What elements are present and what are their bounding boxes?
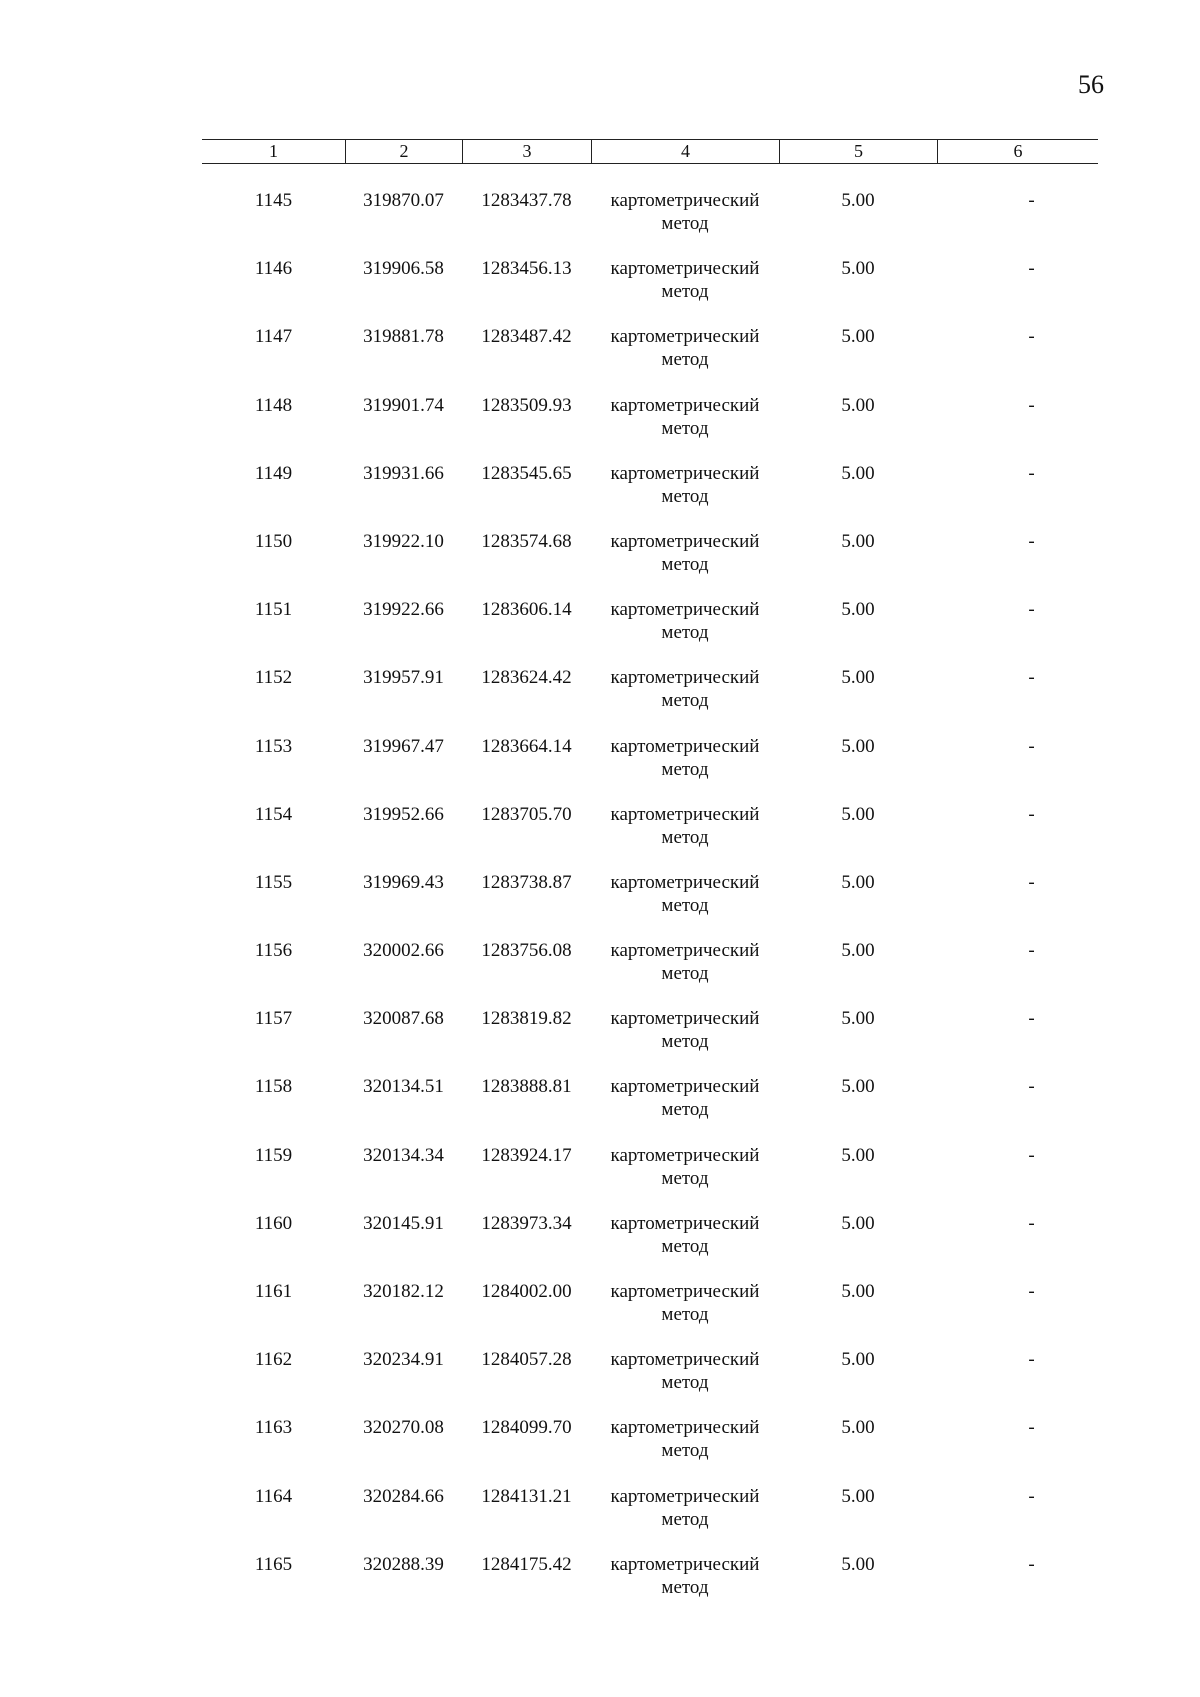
point-number-cell: 1147	[254, 326, 293, 348]
note-cell: -	[1028, 326, 1035, 348]
y-coordinate-cell: 1284175.42	[481, 1553, 572, 1575]
note-cell: -	[1028, 1417, 1035, 1439]
accuracy-cell: 5.00	[841, 1212, 875, 1234]
method-cell	[591, 530, 779, 598]
y-coordinate-cell: 1284099.70	[481, 1417, 572, 1439]
accuracy-cell: 5.00	[841, 326, 875, 348]
method-cell	[591, 1007, 779, 1075]
point-number-cell: 1148	[254, 394, 293, 416]
point-number-cell: 1163	[254, 1417, 293, 1439]
method-line-1: картометрический	[610, 1144, 760, 1166]
y-coordinate-cell: 1284131.21	[481, 1485, 572, 1507]
method-line-1: картометрический	[610, 1212, 760, 1234]
header-cell-4: 4	[591, 140, 779, 163]
method-line-2: метод	[661, 485, 709, 507]
method-cell	[591, 1416, 779, 1484]
note-cell: -	[1028, 1144, 1035, 1166]
y-coordinate-cell: 1283545.65	[481, 462, 572, 484]
y-coordinate-cell: 1283973.34	[481, 1212, 572, 1234]
table-row	[202, 462, 1098, 530]
y-coordinate-cell: 1283738.87	[481, 871, 572, 893]
note-cell: -	[1028, 1485, 1035, 1507]
y-coordinate-cell: 1283924.17	[481, 1144, 572, 1166]
x-coordinate-cell: 319870.07	[363, 190, 444, 211]
method-cell	[591, 939, 779, 1007]
x-coordinate-cell: 320134.51	[363, 1076, 444, 1098]
point-number-cell: 1157	[254, 1008, 293, 1030]
note-cell: -	[1028, 1553, 1035, 1575]
method-line-1: картометрический	[610, 599, 760, 621]
y-coordinate-cell: 1283606.14	[481, 599, 572, 621]
table-row	[202, 257, 1098, 325]
note-cell: -	[1028, 1349, 1035, 1371]
x-coordinate-cell: 320134.34	[363, 1144, 444, 1166]
x-coordinate-cell: 320284.66	[363, 1485, 444, 1507]
method-line-2: метод	[661, 349, 709, 371]
point-number-cell: 1151	[254, 599, 293, 621]
y-coordinate-cell: 1283664.14	[481, 735, 572, 757]
note-cell: -	[1028, 462, 1035, 484]
method-line-1: картометрический	[610, 1076, 760, 1098]
y-coordinate-cell: 1284057.28	[481, 1349, 572, 1371]
x-coordinate-cell: 320182.12	[363, 1281, 444, 1302]
method-cell	[591, 1553, 779, 1621]
accuracy-cell: 5.00	[841, 1485, 875, 1507]
method-cell	[591, 257, 779, 325]
point-number-cell: 1162	[254, 1349, 293, 1371]
method-cell	[591, 325, 779, 393]
table-row	[202, 325, 1098, 393]
table-row	[202, 1553, 1098, 1621]
method-line-2: метод	[661, 1235, 709, 1257]
point-number-cell: 1165	[254, 1553, 293, 1575]
point-number-cell: 1155	[254, 871, 293, 893]
accuracy-cell: 5.00	[841, 1553, 875, 1575]
point-number-cell: 1156	[254, 940, 293, 962]
method-line-1: картометрический	[610, 1553, 760, 1575]
note-cell: -	[1028, 1008, 1035, 1030]
note-cell: -	[1028, 530, 1035, 552]
accuracy-cell: 5.00	[841, 462, 875, 484]
accuracy-cell: 5.00	[841, 394, 875, 416]
method-cell	[591, 1485, 779, 1553]
note-cell: -	[1028, 258, 1035, 280]
table-header	[202, 139, 1098, 164]
note-cell: -	[1028, 1076, 1035, 1098]
method-line-1: картометрический	[610, 871, 760, 893]
x-coordinate-cell: 320234.91	[363, 1349, 444, 1371]
method-line-1: картометрический	[610, 530, 760, 552]
method-line-1: картометрический	[610, 667, 760, 689]
method-line-1: картометрический	[610, 1417, 760, 1439]
method-line-2: метод	[661, 826, 709, 848]
method-line-2: метод	[661, 1099, 709, 1121]
method-line-2: метод	[661, 758, 709, 780]
y-coordinate-cell: 1283437.78	[481, 190, 572, 211]
table-row	[202, 1144, 1098, 1212]
method-cell	[591, 394, 779, 462]
accuracy-cell: 5.00	[841, 1281, 875, 1302]
y-coordinate-cell: 1283624.42	[481, 667, 572, 689]
accuracy-cell: 5.00	[841, 940, 875, 962]
point-number-cell: 1154	[254, 803, 293, 825]
method-line-2: метод	[661, 553, 709, 575]
x-coordinate-cell: 320145.91	[363, 1212, 444, 1234]
table-row	[202, 1075, 1098, 1143]
method-line-2: метод	[661, 622, 709, 644]
x-coordinate-cell: 319957.91	[363, 667, 444, 689]
y-coordinate-cell: 1283756.08	[481, 940, 572, 962]
point-number-cell: 1150	[254, 530, 293, 552]
method-line-1: картометрический	[610, 462, 760, 484]
x-coordinate-cell: 319931.66	[363, 462, 444, 484]
note-cell: -	[1028, 940, 1035, 962]
accuracy-cell: 5.00	[841, 1349, 875, 1371]
header-cell-6: 6	[937, 140, 1098, 163]
method-line-2: метод	[661, 1440, 709, 1462]
method-line-2: метод	[661, 894, 709, 916]
y-coordinate-cell: 1283888.81	[481, 1076, 572, 1098]
header-cell-3: 3	[462, 140, 591, 163]
x-coordinate-cell: 320270.08	[363, 1417, 444, 1439]
point-number-cell: 1161	[254, 1281, 293, 1302]
method-line-2: метод	[661, 417, 709, 439]
method-cell	[591, 666, 779, 734]
y-coordinate-cell: 1283574.68	[481, 530, 572, 552]
table-row	[202, 1485, 1098, 1553]
x-coordinate-cell: 319901.74	[363, 394, 444, 416]
point-number-cell: 1146	[254, 258, 293, 280]
method-line-2: метод	[661, 1372, 709, 1394]
method-line-1: картометрический	[610, 326, 760, 348]
header-cell-2: 2	[345, 140, 462, 163]
method-cell	[591, 1212, 779, 1280]
point-number-cell: 1160	[254, 1212, 293, 1234]
table-row	[202, 735, 1098, 803]
method-line-1: картометрический	[610, 1281, 760, 1302]
point-number-cell: 1145	[254, 190, 293, 211]
table-header-row	[202, 139, 1098, 164]
table-row	[202, 803, 1098, 871]
method-line-1: картометрический	[610, 803, 760, 825]
page-number: 56	[1078, 70, 1104, 99]
table-row	[202, 871, 1098, 939]
method-cell	[591, 1075, 779, 1143]
method-cell	[591, 189, 779, 257]
method-line-2: метод	[661, 1576, 709, 1598]
table-row	[202, 1212, 1098, 1280]
x-coordinate-cell: 319952.66	[363, 803, 444, 825]
header-cell-5: 5	[779, 140, 937, 163]
x-coordinate-cell: 319922.10	[363, 530, 444, 552]
x-coordinate-cell: 319881.78	[363, 326, 444, 348]
accuracy-cell: 5.00	[841, 258, 875, 280]
point-number-cell: 1159	[254, 1144, 293, 1166]
method-cell	[591, 871, 779, 939]
note-cell: -	[1028, 803, 1035, 825]
table-row	[202, 530, 1098, 598]
accuracy-cell: 5.00	[841, 803, 875, 825]
y-coordinate-cell: 1283819.82	[481, 1008, 572, 1030]
y-coordinate-cell: 1283456.13	[481, 258, 572, 280]
accuracy-cell: 5.00	[841, 735, 875, 757]
x-coordinate-cell: 320087.68	[363, 1008, 444, 1030]
method-cell	[591, 803, 779, 871]
point-number-cell: 1164	[254, 1485, 293, 1507]
x-coordinate-cell: 319906.58	[363, 258, 444, 280]
note-cell: -	[1028, 1212, 1035, 1234]
x-coordinate-cell: 319967.47	[363, 735, 444, 757]
table-row	[202, 1007, 1098, 1075]
method-line-1: картометрический	[610, 258, 760, 280]
x-coordinate-cell: 320288.39	[363, 1553, 444, 1575]
note-cell: -	[1028, 1281, 1035, 1302]
method-line-1: картометрический	[610, 1008, 760, 1030]
accuracy-cell: 5.00	[841, 1076, 875, 1098]
table-row	[202, 394, 1098, 462]
method-line-2: метод	[661, 1167, 709, 1189]
y-coordinate-cell: 1283509.93	[481, 394, 572, 416]
point-number-cell: 1153	[254, 735, 293, 757]
y-coordinate-cell: 1284002.00	[481, 1281, 572, 1302]
note-cell: -	[1028, 190, 1035, 211]
note-cell: -	[1028, 735, 1035, 757]
point-number-cell: 1152	[254, 667, 293, 689]
method-cell	[591, 1280, 779, 1348]
point-number-cell: 1149	[254, 462, 293, 484]
y-coordinate-cell: 1283487.42	[481, 326, 572, 348]
table-row	[202, 1280, 1098, 1348]
method-cell	[591, 598, 779, 666]
y-coordinate-cell: 1283705.70	[481, 803, 572, 825]
method-line-2: метод	[661, 1304, 709, 1325]
method-line-2: метод	[661, 690, 709, 712]
method-cell	[591, 735, 779, 803]
table-row	[202, 1348, 1098, 1416]
accuracy-cell: 5.00	[841, 1008, 875, 1030]
method-line-2: метод	[661, 1508, 709, 1530]
method-line-1: картометрический	[610, 735, 760, 757]
point-number-cell: 1158	[254, 1076, 293, 1098]
table-row	[202, 939, 1098, 1007]
note-cell: -	[1028, 394, 1035, 416]
method-line-1: картометрический	[610, 1349, 760, 1371]
method-line-1: картометрический	[610, 394, 760, 416]
note-cell: -	[1028, 667, 1035, 689]
method-cell	[591, 1144, 779, 1212]
method-line-2: метод	[661, 213, 709, 234]
method-line-1: картометрический	[610, 940, 760, 962]
method-line-2: метод	[661, 1031, 709, 1053]
method-line-2: метод	[661, 281, 709, 303]
note-cell: -	[1028, 599, 1035, 621]
x-coordinate-cell: 319922.66	[363, 599, 444, 621]
accuracy-cell: 5.00	[841, 667, 875, 689]
method-cell	[591, 1348, 779, 1416]
accuracy-cell: 5.00	[841, 871, 875, 893]
x-coordinate-cell: 319969.43	[363, 871, 444, 893]
header-cell-1: 1	[269, 141, 278, 161]
accuracy-cell: 5.00	[841, 190, 875, 211]
table-row	[202, 598, 1098, 666]
method-line-2: метод	[661, 963, 709, 985]
x-coordinate-cell: 320002.66	[363, 940, 444, 962]
method-cell	[591, 462, 779, 530]
table-row	[202, 1416, 1098, 1484]
method-line-1: картометрический	[610, 190, 760, 211]
accuracy-cell: 5.00	[841, 1144, 875, 1166]
accuracy-cell: 5.00	[841, 530, 875, 552]
method-line-1: картометрический	[610, 1485, 760, 1507]
accuracy-cell: 5.00	[841, 1417, 875, 1439]
table-row	[202, 666, 1098, 734]
note-cell: -	[1028, 871, 1035, 893]
table-row	[202, 189, 1098, 257]
accuracy-cell: 5.00	[841, 599, 875, 621]
table-body	[202, 189, 1098, 1621]
